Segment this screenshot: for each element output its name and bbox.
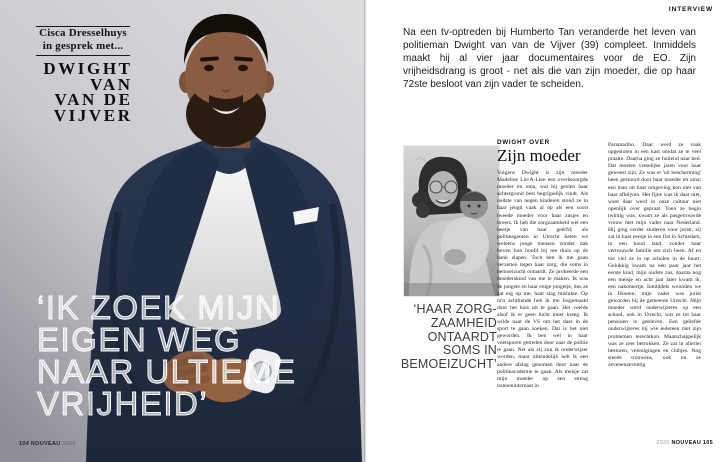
- kicker-subline: in gesprek met...: [42, 39, 124, 52]
- article-column-1: [497, 139, 588, 390]
- left-page-footer: [19, 441, 76, 447]
- glasses-left-lens: [430, 181, 442, 193]
- pull-quote-line: ZAAMHEID: [430, 315, 497, 330]
- quote-line: ‘IK ZOEK MIJN: [37, 289, 281, 326]
- cover-pull-quote: [37, 289, 297, 422]
- interview-kicker-block: [36, 26, 133, 125]
- rule-bottom: [36, 55, 130, 56]
- article-body-column-1: Volgens Dwight is zijn moeder Madeline Lie-A-Lien een overbezorgde moeder en oma, wat hij gezien haar achtergrond best begrijpelijk vindt. Als oudste van negen kinderen stond ze in haar jeugd vaak al op als een soort tweede moeder voor haar zusjes en broers. Ik heb die zorgzaamheid wel een beetje van haar geërfd; als politieagenten in Utrecht lieten we weleens jonge mensen zonder dak boven hun hoofd bij me thuis op de bank slapen. Toch ben ik me gaan verzetten tegen haar zorg, die soms in bemoeizucht ontaardt. Ze probeerde een moederskind van me te maken. Ik was de jongste en haar enige jongetje, dus ze zat erg op me; haar slag mislukte. Op m'n achttiende heb ik me losgemaakt door het huis uit te gaan. Het voelde alsof ik er geen lucht meer kreeg. Ik wilde naar de VS om het daar in de sport te gaan zoeken. Dat is het niet geworden. Ik ben wel in haar voetsporen getreden door naar de politie te gaan. Net als zij zou ik onderwijzer worden, maar uiteindelijk heb ik een andere afslag genomen door naar de politieacademie te gaan. Als meisje zat mijn moeder op een streng nonneninternaat in: [497, 170, 588, 389]
- pull-quote-line: ‘HAAR ZORG-: [413, 302, 497, 316]
- title-line: VAN: [90, 74, 133, 94]
- quote-line: EIGEN WEG: [37, 321, 242, 358]
- title-line: VAN DE: [54, 90, 133, 109]
- issue-year: 2020: [656, 440, 670, 446]
- quote-line: NAAR ULTIEME: [37, 353, 297, 390]
- mother-baby-photo: [403, 145, 500, 297]
- article-kicker: DWIGHT OVER: [497, 139, 550, 146]
- article-column-2: [608, 142, 701, 369]
- pull-quote-line: SOMS IN: [442, 343, 497, 358]
- glasses-right-lens: [445, 181, 457, 193]
- interviewer-name: Cisca Dresselhuys: [39, 27, 127, 39]
- article-heading: Zijn moeder: [497, 146, 581, 165]
- pull-quote-line: BEMOEIZUCHT’: [400, 357, 497, 372]
- page-number: 105: [702, 440, 713, 446]
- page-number: 104: [19, 441, 30, 447]
- section-label: INTERVIEW: [668, 6, 713, 13]
- page-gutter: [364, 0, 367, 462]
- magazine-name: NOUVEAU: [30, 441, 61, 447]
- article-body-column-2: Paramaribo. Daar werd ze vaak opgesloten in een kast omdat ze te veel praatte. Daarna ging ze huilend naar bed. Dat moeten vreselijke jaren voor haar geweest zijn. Ze was er 'uit bescherming' heen gestuurd door haar moeder en oma; een man uit haar omgeving kon niet van haar afblijven. Het fijne was ik daar niet, want daar werd in onze cultuur niet openlijk over gepraat. Toen ze begin twintig was, kwam ze als pasgetrouwde vrouw met mijn vader naar Nederland. Hij ging verder studeren voor jurist, zij zat in haar eentje in een flat in Schiedam, in een koud land, zonder haar vertrouwde familie om zich heen. Af en toe viel ze in op scholen in de buurt. Gelukkig kwam na een paar jaar het eerste kind, mijn oudste zus, daarna nog een meisje en acht jaar later kwam ik, een nakomertje. Inmiddels woonden we in Houten; mijn vader was jurist geworden bij de gemeente Utrecht. Mijn moeder werd onderwijzeres op een school, ook in Utrecht, wat ze tot haar pensioen is gebleven. Een geliefde onderwijzeres bij wie iedereen met zijn problemen terechtkon. Maatschappelijk was ze zeer betrokken. Ze zat in allerlei besturen, verenigingen en clubjes. Nog steeds trouwens, ook nu ze zevenenzeventig: [608, 142, 701, 368]
- title-line: DWIGHT: [43, 59, 133, 78]
- issue-year: 2020: [62, 441, 76, 447]
- right-page-footer: [656, 440, 713, 446]
- article-pull-quote: [390, 303, 497, 372]
- title-line: VIJVER: [53, 105, 133, 125]
- magazine-name: NOUVEAU: [671, 440, 702, 446]
- interviewee-title: [36, 61, 133, 123]
- quote-line: VRIJHEID’: [37, 385, 209, 422]
- intro-paragraph: Na een tv-optreden bij Humberto Tan veranderde het leven van politieman Dwight van van de Vijver (39) compleet. Inmiddels maakt hij al vier jaar documentaires voor de EO. Zijn vrijheidsdrang is groot - net als die van zijn moeder, die op haar 72ste besloot van zijn vader te scheiden.: [403, 27, 696, 90]
- pull-quote-line: ONTAARDT: [427, 329, 497, 344]
